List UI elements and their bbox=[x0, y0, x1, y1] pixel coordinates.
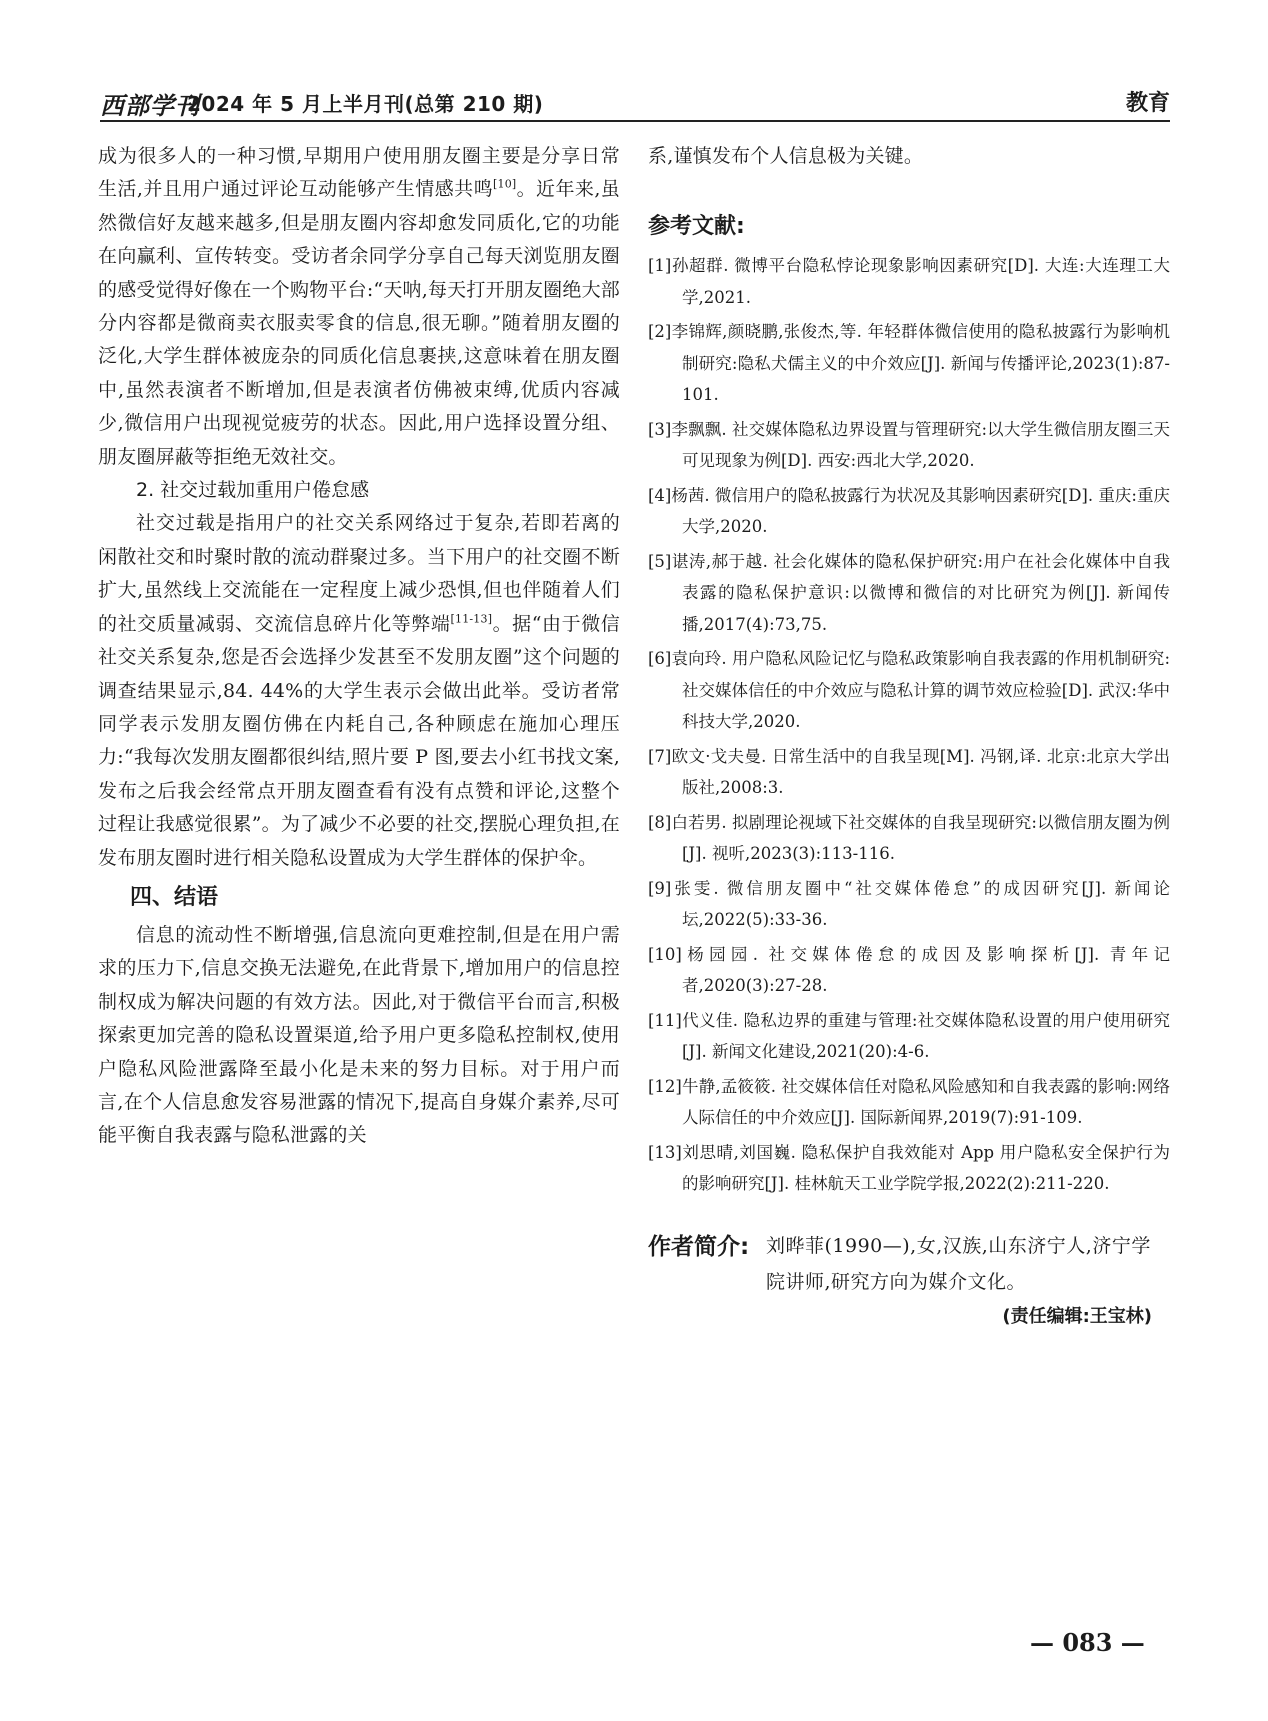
subsection-heading: 2. 社交过载加重用户倦怠感 bbox=[136, 479, 370, 502]
author-text: 刘晔菲(1990—),女,汉族,山东济宁人,济宁学院讲师,研究方向为媒介文化。 bbox=[766, 1234, 1151, 1293]
reference-item: [2]李锦辉,颜晓鹏,张俊杰,等. 年轻群体微信使用的隐私披露行为影响机制研究:隐私犬儒主义的中介效应[J]. 新闻与传播评论,2023(1):87-101. bbox=[648, 322, 1170, 405]
reference-item: [7]欧文·戈夫曼. 日常生活中的自我呈现[M]. 冯钢,译. 北京:北京大学出版社,2008:3. bbox=[648, 746, 1170, 798]
author-bio bbox=[648, 1228, 1170, 1300]
paragraph: 系,谨慎发布个人信息极为关键。 bbox=[648, 145, 924, 167]
reference-item: [5]谌涛,郝于越. 社会化媒体的隐私保护研究:用户在社会化媒体中自我表露的隐私保护意识:以微博和微信的对比研究为例[J]. 新闻传播,2017(4):73,75. bbox=[648, 551, 1170, 634]
paragraph-text: 成为很多人的一种习惯,早期用户使用朋友圈主要是分享日常生活,并且用户通过评论互动能够产生情感共鸣 bbox=[98, 145, 620, 201]
paragraph bbox=[98, 140, 620, 474]
citation-marker: [11-13] bbox=[450, 612, 493, 626]
journal-logo: 西部学刊 bbox=[100, 91, 200, 120]
responsible-editor: (责任编辑:王宝林) bbox=[1002, 1305, 1152, 1327]
reference-item: [11]代义佳. 隐私边界的重建与管理:社交媒体隐私设置的用户使用研究[J]. 新闻文化建设,2021(20):4-6. bbox=[648, 1010, 1170, 1062]
paragraph-text: 。据“由于微信社交关系复杂,您是否会选择少发甚至不发朋友圈”这个问题的调查结果显示,84. 44%的大学生表示会做出此举。受访者常同学表示发朋友圈仿佛在内耗自己,各种顾虑在施加心理压力:“我每次发朋友圈都很纠结,照片要 P 图,要去小红书找文案,发布之后我会经常点开朋友圈查看有没有点赞和评论,这整个过程让我感觉很累”。为了减少不必要的社交,摆脱心理负担,在发布朋友圈时进行相关隐私设置成为大学生群体的保护伞。 bbox=[98, 612, 620, 869]
reference-item: [4]杨茜. 微信用户的隐私披露行为状况及其影响因素研究[D]. 重庆:重庆大学,2020. bbox=[648, 485, 1170, 537]
paragraph: 信息的流动性不断增强,信息流向更难控制,但是在用户需求的压力下,信息交换无法避免,在此背景下,增加用户的信息控制权成为解决问题的有效方法。因此,对于微信平台而言,积极探索更加完善的隐私设置渠道,给予用户更多隐私控制权,使用户隐私风险泄露降至最小化是未来的努力目标。对于用户而言,在个人信息愈发容易泄露的情况下,提高自身媒介素养,尽可能平衡自我表露与隐私泄露的关 bbox=[98, 923, 620, 1147]
section-label: 教育 bbox=[1125, 91, 1170, 116]
left-column bbox=[98, 140, 620, 1153]
reference-item: [3]李飘飘. 社交媒体隐私边界设置与管理研究:以大学生微信朋友圈三天可见现象为例[D]. 西安:西北大学,2020. bbox=[648, 419, 1170, 471]
paragraph-text: 。近年来,虽然微信好友越来越多,但是朋友圈内容却愈发同质化,它的功能在向赢利、宣传转变。受访者余同学分享自己每天浏览朋友圈的感受觉得好像在一个购物平台:“天呐,每天打开朋友圈绝大部分内容都是微商卖衣服卖零食的信息,很无聊。”随着朋友圈的泛化,大学生群体被庞杂的同质化信息裹挟,这意味着在朋友圈中,虽然表演者不断增加,但是表演者仿佛被束缚,优质内容减少,微信用户出现视觉疲劳的状态。因此,用户选择设置分组、朋友圈屏蔽等拒绝无效社交。 bbox=[98, 178, 620, 468]
references-title: 参考文献: bbox=[648, 214, 745, 240]
paragraph-text: 社交过载是指用户的社交关系网络过于复杂,若即若离的闲散社交和时聚时散的流动群聚过多。当下用户的社交圈不断扩大,虽然线上交流能在一定程度上减少恐惧,但也伴随着人们的社交质量减弱、交流信息碎片化等弊端 bbox=[98, 512, 620, 635]
citation-marker: [10] bbox=[493, 178, 517, 192]
right-column bbox=[648, 140, 1170, 1328]
section-heading: 四、结语 bbox=[130, 884, 219, 910]
issue-info: 2024 年 5 月上半月刊(总第 210 期) bbox=[187, 92, 544, 116]
page-header bbox=[100, 84, 1170, 122]
page-number: — 083 — bbox=[1030, 1628, 1145, 1657]
reference-item: [13]刘思晴,刘国巍. 隐私保护自我效能对 App 用户隐私安全保护行为的影响研究[J]. 桂林航天工业学院学报,2022(2):211-220. bbox=[648, 1142, 1170, 1194]
reference-item: [1]孙超群. 微博平台隐私悖论现象影响因素研究[D]. 大连:大连理工大学,2021. bbox=[648, 256, 1170, 307]
reference-item: [10]杨园园. 社交媒体倦怠的成因及影响探析[J]. 青年记者,2020(3):27-28. bbox=[648, 944, 1170, 996]
author-label: 作者简介: bbox=[648, 1233, 750, 1260]
reference-list bbox=[648, 250, 1170, 1200]
reference-item: [6]袁向玲. 用户隐私风险记忆与隐私政策影响自我表露的作用机制研究:社交媒体信任的中介效应与隐私计算的调节效应检验[D]. 武汉:华中科技大学,2020. bbox=[648, 649, 1170, 732]
reference-item: [8]白若男. 拟剧理论视域下社交媒体的自我呈现研究:以微信朋友圈为例[J]. 视听,2023(3):113-116. bbox=[648, 812, 1170, 864]
paragraph bbox=[98, 507, 620, 874]
reference-item: [9]张雯. 微信朋友圈中“社交媒体倦怠”的成因研究[J]. 新闻论坛,2022(5):33-36. bbox=[648, 878, 1170, 930]
reference-item: [12]牛静,孟筱筱. 社交媒体信任对隐私风险感知和自我表露的影响:网络人际信任的中介效应[J]. 国际新闻界,2019(7):91-109. bbox=[648, 1076, 1170, 1128]
